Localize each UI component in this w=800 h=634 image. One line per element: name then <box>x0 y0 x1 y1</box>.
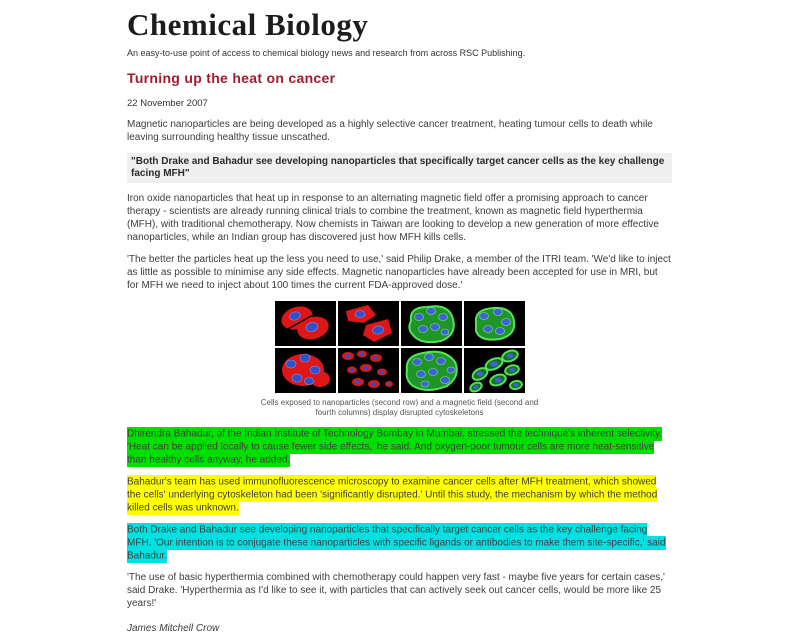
micrograph-panel-r1c3 <box>401 301 462 346</box>
cyan-highlight: Both Drake and Bahadur see developing nanoparticles that specifically target cancer cells as the key challenge facing MFH. 'Our intention is to conjugate these nanoparticles with specific ligands or antibodies to make them site-specific,' said Bahadur. <box>127 524 666 561</box>
micrograph-panel-r2c1 <box>275 348 336 393</box>
paragraph-target-cyan <box>127 523 672 562</box>
article-date: 22 November 2007 <box>127 98 208 109</box>
article-title: Turning up the heat on cancer <box>127 70 336 86</box>
micrograph-panel-r1c4 <box>464 301 525 346</box>
figure-caption: Cells exposed to nanoparticles (second row) and a magnetic field (second and fourth columns) display disrupted cytoskeletons <box>260 398 539 417</box>
masthead-tagline: An easy-to-use point of access to chemical biology news and research from across RSC Publishing. <box>127 48 526 58</box>
paragraph-closing: 'The use of basic hyperthermia combined with chemotherapy could happen very fast - maybe five years for certain cases,' said Drake. 'Hyperthermia as I'd like to see it, with particles that can actively seek out cancer cells, would be more like 25 years!' <box>127 572 665 609</box>
pull-quote: "Both Drake and Bahadur see developing nanoparticles that specifically target cancer cells as the key challenge facing MFH" <box>127 153 672 183</box>
intro-paragraph: Magnetic nanoparticles are being developed as a highly selective cancer treatment, heating tumour cells to death while leaving surrounding healthy tissue unscathed. <box>127 119 653 143</box>
cell-micrograph-figure <box>275 301 525 393</box>
micrograph-panel-r2c3 <box>401 348 462 393</box>
paragraph-drake-quote: 'The better the particles heat up the less you need to use,' said Philip Drake, a member of the ITRI team. 'We'd like to inject as little as possible to minimise any side effects. Magnetic nanoparticles have already been accepted for use in MRI, but for MFH we need to inject about 100 times the current FDA-approved dose.' <box>127 254 671 291</box>
paragraph-iron-oxide: Iron oxide nanoparticles that heat up in response to an alternating magnetic field offer a promising approach to cancer therapy - scientists are already running clinical trials to combine the treatment, known as magnetic field hyperthermia (MFH), with traditional chemotherapy. Now chemists in Taiwan are looking to develop a new generation of more effective nanoparticles, while an Indian group has discovered just how MFH kills cells. <box>127 193 659 243</box>
micrograph-panel-r1c1 <box>275 301 336 346</box>
yellow-highlight: Bahadur's team has used immunofluorescence microscopy to examine cancer cells after MFH treatment, which showed the cells' underlying cytoskeleton had been 'significantly disrupted.' Until this study, the mechanism by which the method killed cells was unknown. <box>127 476 658 513</box>
green-highlight: Dhirendra Bahadur, of the Indian Institute of Technology Bombay in Mumbai, stressed the technique's inherent selectivity. 'Heat can be applied locally to cause fewer side effects,' he said. And oxygen-poor tumour cells are more heat-sensitive than healthy cells anyway, he added. <box>127 428 663 465</box>
author-byline: James Mitchell Crow <box>127 623 220 634</box>
paragraph-immunofluorescence-yellow <box>127 475 672 514</box>
paragraph-bahadur-green <box>127 427 672 466</box>
micrograph-panel-r1c2 <box>338 301 399 346</box>
micrograph-panel-r2c2 <box>338 348 399 393</box>
micrograph-panel-r2c4 <box>464 348 525 393</box>
masthead-title: Chemical Biology <box>127 7 369 42</box>
article-page <box>127 8 672 634</box>
